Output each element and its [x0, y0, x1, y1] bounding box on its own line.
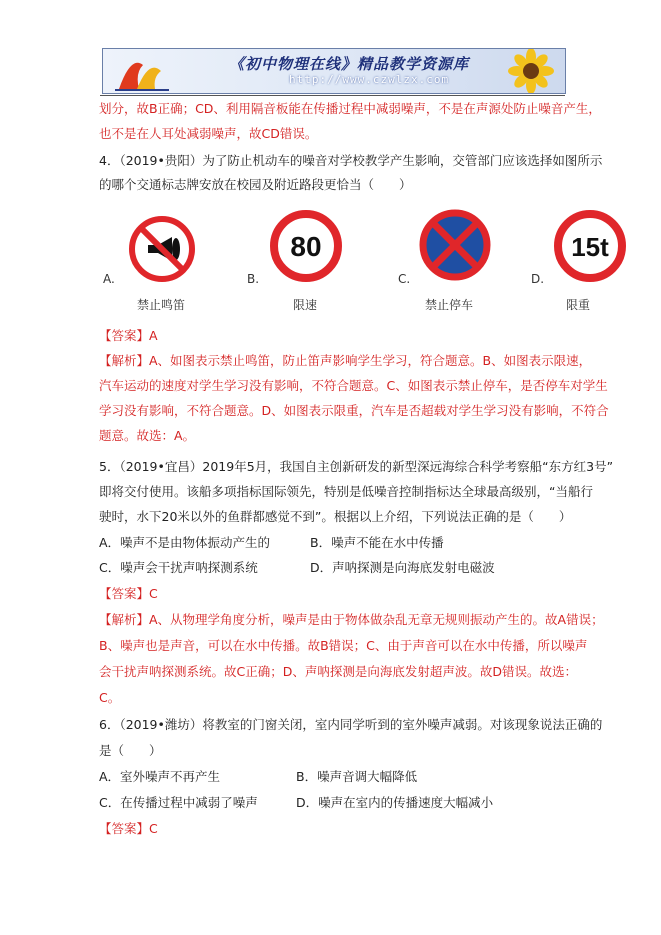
q4-stem-line: 的哪个交通标志牌安放在校园及附近路段更恰当（ ） — [99, 177, 412, 192]
no-parking-sign-icon — [418, 208, 492, 282]
q4-analysis-line: 汽车运动的速度对学生学习没有影响，不符合题意。C、如图表示禁止停车，是否停车对学生 — [99, 378, 608, 393]
q5-option-a: A．噪声不是由物体振动产生的 — [99, 535, 271, 550]
header-divider — [100, 95, 565, 96]
q6-stem-line: 6．（2019•潍坊）将教室的门窗关闭，室内同学听到的室外噪声减弱。对该现象说法正确的 — [99, 717, 603, 732]
q4-stem-line: 4．（2019•贵阳）为了防止机动车的噪音对学校教学产生影响，交管部门应该选择如图所示 — [99, 153, 603, 168]
q6-stem-line: 是（ ） — [99, 743, 162, 758]
sign-a-letter: A. — [103, 272, 115, 286]
q5-option-d: D．声呐探测是向海底发射电磁波 — [310, 560, 495, 575]
sign-b-caption: 限速 — [293, 298, 318, 312]
banner-url: http://www.czwlzx.com — [289, 73, 450, 86]
banner-title: 《初中物理在线》精品教学资源库 — [229, 55, 470, 73]
sign-c-letter: C. — [398, 272, 411, 286]
sign-d-caption: 限重 — [566, 298, 591, 312]
q6-option-a: A．室外噪声不再产生 — [99, 769, 221, 784]
sign-b-value: 80 — [290, 231, 322, 262]
logo-icon — [109, 49, 179, 93]
sign-d-value: 15t — [571, 232, 609, 262]
sunflower-icon — [501, 49, 561, 93]
q5-stem-line: 5．（2019•宜昌）2019年5月，我国自主创新研发的新型深远海综合科学考察船“东方红3号” — [99, 459, 614, 474]
q5-analysis-line: 【解析】A、从物理学角度分析，噪声是由于物体做杂乱无章无规则振动产生的。故A错误； — [99, 612, 604, 627]
sign-d-letter: D. — [531, 272, 545, 286]
q5-analysis-line: C。 — [99, 690, 121, 705]
sign-b-letter: B. — [247, 272, 260, 286]
q6-option-b: B．噪声音调大幅降低 — [296, 769, 418, 784]
prev-analysis-line: 划分，故B正确；CD、利用隔音板能在传播过程中减弱噪声，不是在声源处防止噪音产生， — [99, 101, 601, 116]
q6-answer: 【答案】C — [99, 821, 158, 836]
q6-option-c: C．在传播过程中减弱了噪声 — [99, 795, 258, 810]
sign-a-caption: 禁止鸣笛 — [137, 298, 186, 312]
q5-answer: 【答案】C — [99, 586, 158, 601]
q5-option-c: C．噪声会干扰声呐探测系统 — [99, 560, 258, 575]
header-banner — [102, 48, 566, 94]
q4-analysis-line: 【解析】A、如图表示禁止鸣笛，防止笛声影响学生学习，符合题意。B、如图表示限速， — [99, 353, 592, 368]
q4-analysis-line: 题意。故选：A。 — [99, 428, 196, 443]
q5-analysis-line: B、噪声也是声音，可以在水中传播。故B错误；C、由于声音可以在水中传播，所以噪声 — [99, 638, 588, 653]
no-horn-sign-icon — [128, 215, 196, 283]
prev-analysis-line: 也不是在人耳处减弱噪声，故CD错误。 — [99, 126, 318, 141]
q4-analysis-line: 学习没有影响，不符合题意。D、如图表示限重，汽车是否超载对学生学习没有影响，不符合 — [99, 403, 609, 418]
q5-option-b: B．噪声不能在水中传播 — [310, 535, 444, 550]
weight-limit-sign-icon — [554, 210, 626, 282]
q4-answer: 【答案】A — [99, 328, 158, 343]
q5-stem-line: 驶时，水下20米以外的鱼群都感觉不到”。根据以上介绍，下列说法正确的是（ ） — [99, 509, 572, 524]
speed-limit-sign-icon — [270, 210, 342, 282]
q5-stem-line: 即将交付使用。该船多项指标国际领先，特别是低噪音控制指标达全球最高级别，“当船行 — [99, 484, 593, 499]
q6-option-d: D．噪声在室内的传播速度大幅减小 — [296, 795, 494, 810]
sign-c-caption: 禁止停车 — [425, 298, 474, 312]
q5-analysis-line: 会干扰声呐探测系统。故C正确；D、声呐探测是向海底发射超声波。故D错误。故选： — [99, 664, 577, 679]
